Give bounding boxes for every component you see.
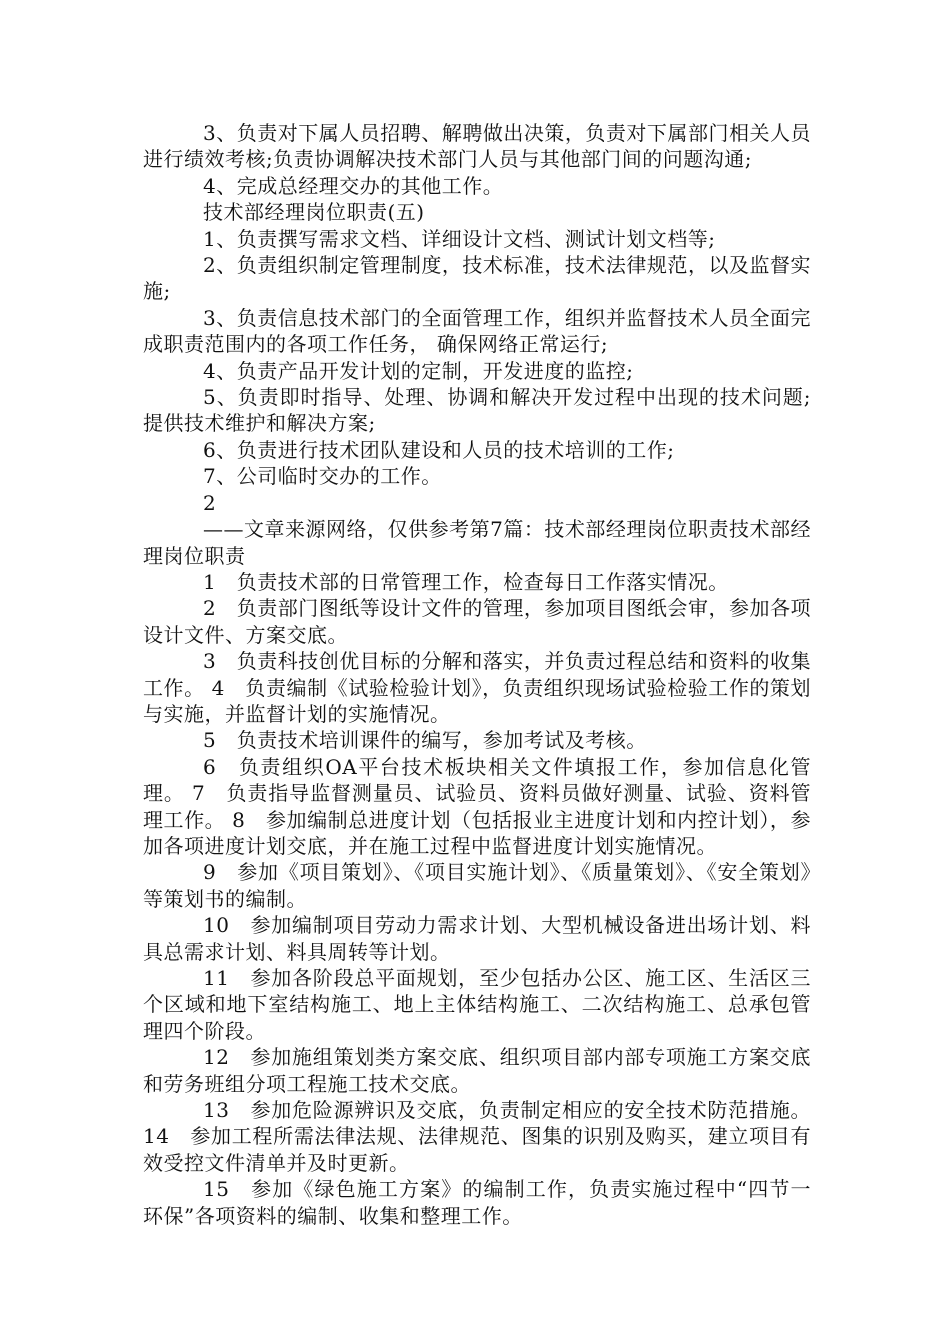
paragraph-4: 1、负责撰写需求文档、详细设计文档、测试计划文档等; (203, 226, 716, 251)
document-body (143, 120, 818, 1229)
paragraph-23: 15 参加《绿色施工方案》的编制工作，负责实施过程中“四节一环保”各项资料的编制、收集和整理工作。 (143, 1177, 811, 1228)
paragraph-10: 7、公司临时交办的工作。 (203, 464, 442, 489)
paragraph-17: 6 负责组织OA平台技术板块相关文件填报工作，参加信息化管理。 7 负责指导监督测量员、试验员、资料员做好测量、试验、资料管理工作。 8 参加编制总进度计划（包括报业主进度计划和内控计划），参加各项进度计划交底，并在施工过程中监督进度计划实施情况。 (143, 754, 811, 858)
paragraph-21: 12 参加施组策划类方案交底、组织项目部内部专项施工方案交底和劳务班组分项工程施工技术交底。 (143, 1045, 811, 1096)
paragraph-1: 3、负责对下属人员招聘、解聘做出决策，负责对下属部门相关人员进行绩效考核;负责协调解决技术部门人员与其他部门间的问题沟通; (143, 121, 811, 172)
paragraph-2: 4、完成总经理交办的其他工作。 (203, 173, 504, 198)
paragraph-14: 2 负责部门图纸等设计文件的管理，参加项目图纸会审，参加各项设计文件、方案交底。 (143, 596, 811, 647)
paragraph-16: 5 负责技术培训课件的编写，参加考试及考核。 (203, 728, 647, 753)
paragraph-5: 2、负责组织制定管理制度，技术标准，技术法律规范，以及监督实施; (143, 253, 811, 304)
paragraph-20: 11 参加各阶段总平面规划，至少包括办公区、施工区、生活区三个区域和地下室结构施工、地上主体结构施工、二次结构施工、总承包管理四个阶段。 (143, 966, 811, 1043)
paragraph-8: 5、负责即时指导、处理、协调和解决开发过程中出现的技术问题;提供技术维护和解决方案; (143, 385, 811, 436)
paragraph-22: 13 参加危险源辨识及交底，负责制定相应的安全技术防范措施。 14 参加工程所需法律法规、法律规范、图集的识别及购买，建立项目有效受控文件清单并及时更新。 (143, 1098, 818, 1175)
paragraph-6: 3、负责信息技术部门的全面管理工作，组织并监督技术人员全面完成职责范围内的各项工作任务， 确保网络正常运行; (143, 305, 811, 357)
paragraph-9: 6、负责进行技术团队建设和人员的技术培训的工作; (203, 437, 675, 462)
page-number: 2 (203, 490, 217, 515)
paragraph-15: 3 负责科技创优目标的分解和落实，并负责过程总结和资料的收集工作。 4 负责编制《试验检验计划》，负责组织现场试验检验工作的策划与实施，并监督计划的实施情况。 (143, 649, 811, 726)
paragraph-7: 4、负责产品开发计划的定制，开发进度的监控; (203, 358, 634, 383)
section-heading: 技术部经理岗位职责(五) (203, 200, 425, 225)
paragraph-19: 10 参加编制项目劳动力需求计划、大型机械设备进出场计划、料具总需求计划、料具周转等计划。 (143, 913, 811, 964)
paragraph-18: 9 参加《项目策划》、《项目实施计划》、《质量策划》、《安全策划》等策划书的编制。 (143, 860, 811, 911)
source-note: ——文章来源网络，仅供参考第7篇：技术部经理岗位职责技术部经理岗位职责 (143, 517, 811, 568)
paragraph-13: 1 负责技术部的日常管理工作，检查每日工作落实情况。 (203, 569, 729, 594)
